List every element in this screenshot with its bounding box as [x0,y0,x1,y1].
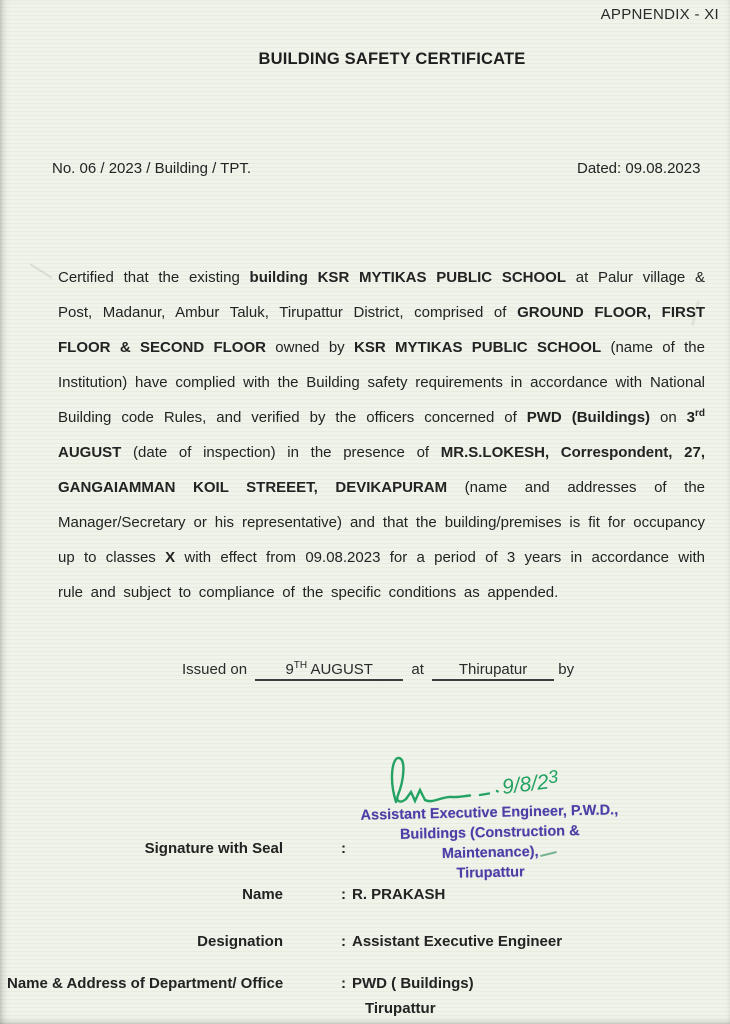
department-label: Name & Address of Department/ Office [7,975,284,992]
issued-place-blank [432,661,554,681]
certificate-paragraph: Certified that the existing building KSR MYTIKAS PUBLIC SCHOOL at Palur village & Post, Madanur, Ambur Taluk, Tirupattur District, comprised of GROUND FLOOR, FIRST FLOOR & SECOND FLOOR owned by KSR MYTIKAS PUBLIC SCHOOL (name of the Institution) have complied with the Building safety requirements in accordance with National Building code Rules, and verified by the officers concerned of PWD (Buildings) on 3rd AUGUST (date of inspection) in the presence of MR.S.LOKESH, Correspondent, 27, GANGAIAMMAN KOIL STREEET, DEVIKAPURAM (name and addresses of the Manager/Secretary or his representative) and that the building/premises is fit for occupancy up to classes X with effect from 09.08.2023 for a period of 3 years in accordance with rule and subject to compliance of the specific conditions as appended. [58,269,706,601]
page-title: BUILDING SAFETY CERTIFICATE [258,50,526,68]
issued-date-ordinal: TH [293,660,308,671]
stamp-line-3: Tirupattur [456,864,525,882]
handwritten-date: 9/8/23 [500,766,560,799]
at-label: at [411,661,424,678]
department-value-line2: Tirupattur [365,1000,436,1017]
office-stamp [359,800,621,885]
stamp-line-1: Assistant Executive Engineer, P.W.D., [360,802,619,824]
colon-separator: : [341,840,346,857]
reference-number: No. 06 / 2023 / Building / TPT. [52,160,252,177]
name-value: R. PRAKASH [352,886,446,903]
issued-date-day: 9 [285,661,294,678]
issued-line [182,661,574,681]
signature-with-seal-label: Signature with Seal [144,840,283,857]
stamp-line-2: Buildings (Construction & Maintenance), [399,823,580,863]
colon-separator: : [341,886,346,903]
by-label: by [558,661,575,678]
issued-on-label: Issued on [182,661,248,678]
issued-date-blank [255,661,403,681]
title-row [0,50,730,69]
colon-separator: : [341,933,346,950]
designation-label: Designation [197,933,283,950]
colon-separator: : [341,975,346,992]
dated-label: Dated: 09.08.2023 [577,160,701,177]
issued-place: Thirupatur [458,661,528,678]
appendix-label: APPNENDIX - XI [600,6,719,23]
name-label: Name [242,886,283,903]
issued-date-month: AUGUST [307,661,373,678]
scan-smudge [29,263,52,278]
department-value: PWD ( Buildings) [352,975,474,992]
designation-value: Assistant Executive Engineer [352,933,563,950]
